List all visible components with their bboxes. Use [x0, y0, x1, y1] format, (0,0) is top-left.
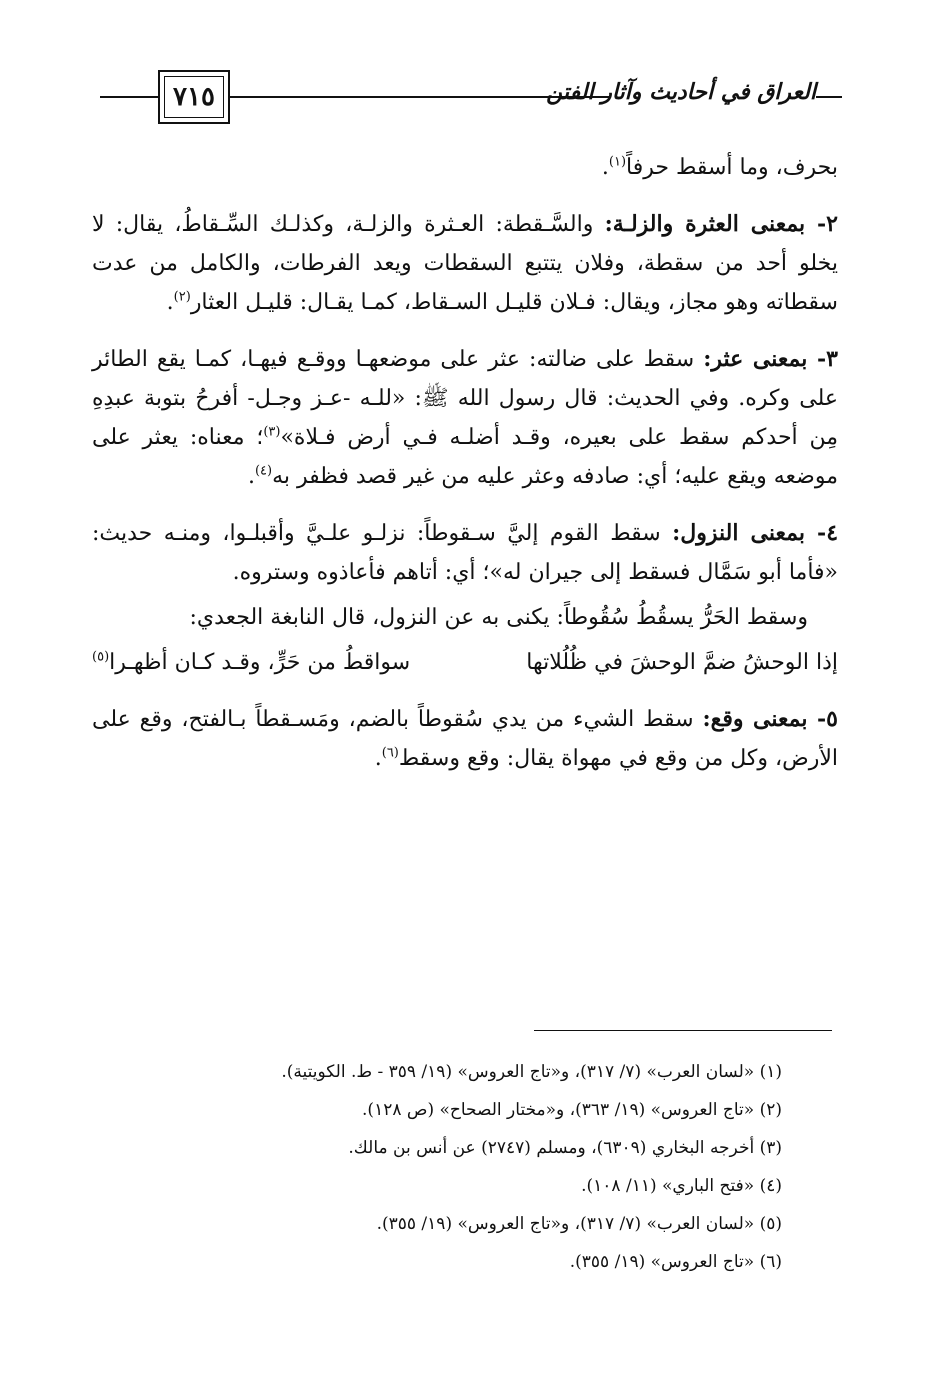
paragraph-text: سقط الشيء من يدي سُقوطاً بالضم، ومَسـقطاً بـالفتح، وقع على الأرض، وكل من وقع في مهواة يقال: وقع وسقط	[92, 707, 838, 771]
paragraph-tail: .	[247, 464, 255, 489]
paragraph-text: سقط على ضالته: عثر على موضعهـا ووقـع فيهـا، كمـا يقع الطائر على وكره. وفي الحديث: قال رسول الله ﷺ: «للـه -عـز وجـل- أفرحُ بتوبة عبدِهِ مِن أحدكم سقط على بعيره، وقـد أضلـه فـي أرض فـلاة»	[92, 347, 838, 450]
footnote-ref[interactable]: (٢)	[173, 289, 191, 305]
paragraph-tail: .	[601, 155, 609, 180]
poetry-verse	[92, 643, 838, 682]
footnote-separator	[534, 1030, 832, 1031]
paragraph-poetry-intro	[92, 598, 838, 637]
paragraph-meaning-3	[92, 340, 838, 496]
paragraph-continuation	[92, 148, 838, 187]
footnote: (٤) «فتح الباري» (١١/ ١٠٨).	[581, 1176, 782, 1196]
paragraph-text: والسَّـقطة: العـثرة والزلـة، وكذلـك السِّـقاطُ، يقال: لا يخلو أحد من سقطة، وفلان يتتبع السقطات ويعد الفرطات، والكامل من عدت سقطاته وهو مجاز، ويقال: فـلان قليـل السـقاط، كمـا يقـال: قليـل العثار	[92, 212, 838, 315]
page-header	[100, 70, 842, 128]
verse-second-hemistich	[92, 643, 410, 682]
header-rule-left	[100, 96, 158, 98]
footnote: (١) «لسان العرب» (٧/ ٣١٧)، و«تاج العروس» (١٩/ ٣٥٩ - ط. الكويتية).	[281, 1062, 782, 1082]
paragraph-text-continued: ؛ معناه: يعثر على موضعه ويقع عليه؛ أي: صادفه وعثر عليه من غير قصد فظفر به	[92, 425, 838, 489]
footnote-ref[interactable]: (١)	[608, 154, 627, 170]
paragraph-text: سقط القوم إليَّ سـقوطاً: نزلـو علـيَّ وأقبلـوا، ومنـه حديث: «فأما أبو سَمَّال فسقط إلى جيران له»؛ أي: أتاهم فأعاذوه وستروه.	[92, 521, 838, 585]
page-number: ٧١٥	[173, 82, 215, 112]
paragraph-tail: .	[374, 746, 382, 771]
footnote-ref[interactable]: (٥)	[92, 649, 110, 665]
paragraph-meaning-5	[92, 700, 838, 778]
footnote-ref[interactable]: (٤)	[254, 463, 273, 479]
header-rule-right	[816, 96, 842, 98]
book-title: العراق في أحاديث وآثار الفتن	[546, 79, 816, 105]
paragraph-text: بحرف، وما أسقط حرفاً	[626, 155, 838, 180]
meaning-heading: ٤- بمعنى النزول:	[672, 520, 839, 546]
footnote: (٣) أخرجه البخاري (٦٣٠٩)، ومسلم (٢٧٤٧) عن أنس بن مالك.	[348, 1138, 782, 1158]
paragraph-tail: .	[166, 290, 174, 315]
meaning-heading: ٥- بمعنى وقع:	[702, 706, 838, 732]
footnote-ref[interactable]: (٣)	[263, 424, 281, 440]
meaning-heading: ٢- بمعنى العثرة والزلـة:	[604, 211, 838, 237]
verse-second-text: سواقطُ من حَرٍّ، وقـد كـان أظهـرا	[109, 650, 411, 675]
page-number-box	[158, 70, 230, 124]
paragraph-text: وسقط الحَرُّ يسقُطُ سُقُوطاً: يكنى به عن النزول، قال النابغة الجعدي:	[189, 605, 808, 630]
footnotes	[150, 1055, 782, 1283]
paragraph-meaning-4	[92, 514, 838, 592]
paragraph-meaning-2	[92, 205, 838, 322]
main-text	[92, 148, 838, 778]
footnote: (٢) «تاج العروس» (١٩/ ٣٦٣)، و«مختار الصحاح» (ص ١٢٨).	[362, 1100, 782, 1120]
footnote: (٦) «تاج العروس» (١٩/ ٣٥٥).	[569, 1252, 782, 1272]
footnote-ref[interactable]: (٦)	[381, 745, 399, 761]
footnote: (٥) «لسان العرب» (٧/ ٣١٧)، و«تاج العروس» (١٩/ ٣٥٥).	[376, 1214, 782, 1234]
verse-first-hemistich: إذا الوحشُ ضمَّ الوحشَ في ظُلُلاتها	[526, 650, 838, 675]
meaning-heading: ٣- بمعنى عثر:	[703, 346, 838, 372]
